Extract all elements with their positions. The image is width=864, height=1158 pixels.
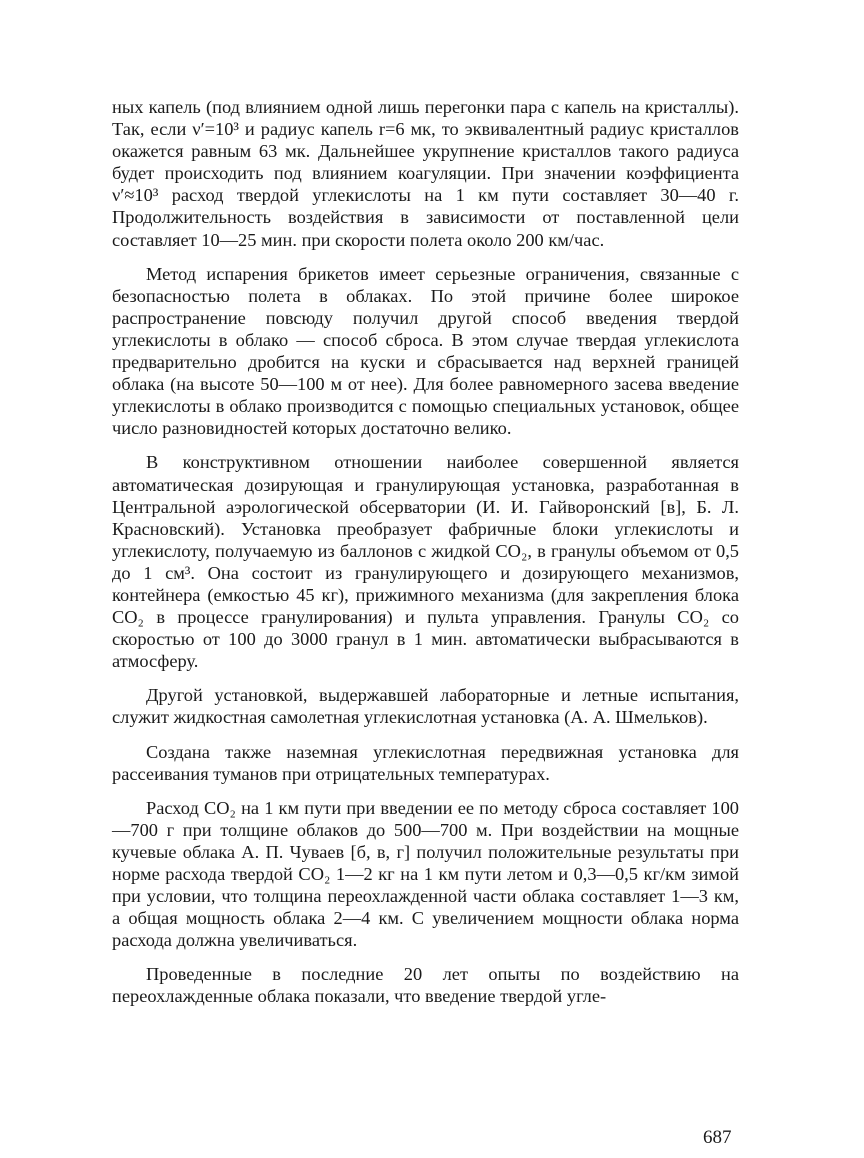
paragraph-2-briquette-method: Метод испарения брикетов имеет серьезные ограничения, связанные с безопасностью полета в облаках. По этой причине более широкое распространение повсюду получил другой способ введения твердой углекислоты в облако — способ сброса. В этом случае твердая углекислота предварительно дробится на куски и сбрасывается над верхней границей облака (на высоте 50—100 м от нее). Для более равномерного засева введение углекислоты в облако производится с помощью специальных установок, общее число разновидностей которых достаточно велико.	[112, 263, 739, 439]
paragraph-7-experiments: Проведенные в последние 20 лет опыты по воздействию на переохлажденные облака показали, что введение твердой угле-	[112, 964, 739, 1007]
paragraph-1-continuation: ных капель (под влиянием одной лишь перегонки пара с капель на кристаллы). Так, если ν′=10³ и радиус капель r=6 мк, то эквивалентный радиус кристаллов окажется равным 63 мк. Дальнейшее укрупнение кристаллов такого радиуса будет происходить под влиянием коагуляции. При значении коэффициента ν′≈10³ расход твердой углекислоты на 1 км пути составляет 30—40 г. Продолжительность воздействия в зависимости от поставленной цели составляет 10—25 мин. при скорости полета около 200 км/час.	[112, 97, 739, 250]
paragraph-5-ground-unit: Создана также наземная углекислотная передвижная установка для рассеивания туманов при отрицательных температурах.	[112, 741, 739, 784]
page-number: 687	[703, 1127, 732, 1148]
paragraph-6-co2-consumption: Расход CO₂ на 1 км пути при введении ее по методу сброса составляет 100—700 г при толщине облаков до 500—700 м. При воздействии на мощные кучевые облака А. П. Чуваев [б, в, г] получил положительные результаты при норме расхода твердой CO₂ 1—2 кг на 1 км пути летом и 0,3—0,5 кг/км зимой при условии, что толщина переохлажденной части облака составляет 1—3 км, а общая мощность облака 2—4 км. С увеличением мощности облака норма расхода должна увеличиваться.	[112, 797, 739, 951]
paragraph-3-automatic-unit: В конструктивном отношении наиболее совершенной является автоматическая дозирующая и гранулирующая установка, разработанная в Центральной аэрологической обсерватории (И. И. Гайворонский [в], Б. Л. Красновский). Установка преобразует фабричные блоки углекислоты и углекислоту, получаемую из баллонов с жидкой CO₂, в гранулы объемом от 0,5 до 1 см³. Она состоит из гранулирующего и дозирующего механизмов, контейнера (емкостью 45 кг), прижимного механизма (для закрепления блока CO₂ в процессе гранулирования) и пульта управления. Гранулы CO₂ со скоростью от 100 до 3000 гранул в 1 мин. автоматически выбрасываются в атмосферу.	[112, 452, 739, 672]
paragraph-4-liquid-unit: Другой установкой, выдержавшей лабораторные и летные испытания, служит жидкостная самолетная углекислотная установка (А. А. Шмельков).	[112, 685, 739, 728]
body-text	[112, 96, 739, 1008]
